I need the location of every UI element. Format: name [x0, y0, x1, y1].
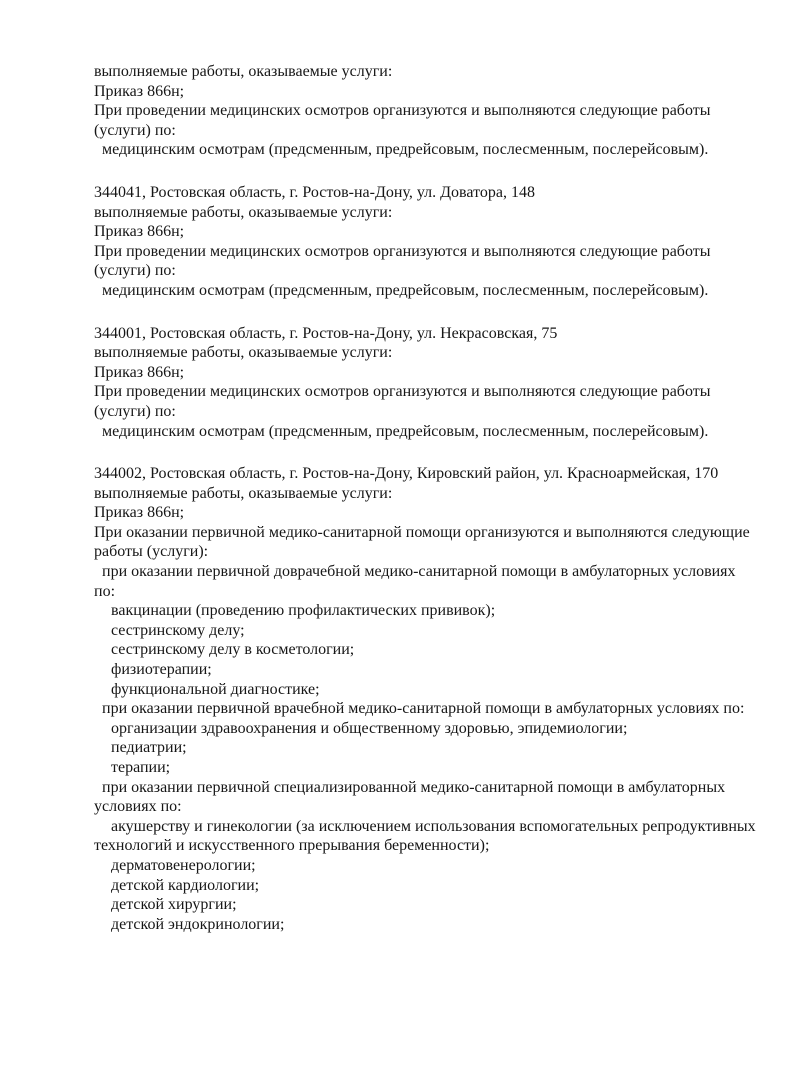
text-line: при оказании первичной специализированной медико-санитарной помощи в амбулаторных — [102, 778, 726, 796]
license-works-block-344041 — [94, 183, 774, 301]
text-line: работы (услуги): — [94, 543, 209, 561]
text-line: (услуги) по: — [94, 121, 176, 139]
text-line: выполняемые работы, оказываемые услуги: — [94, 63, 393, 80]
text-line: терапии; — [111, 759, 171, 776]
text-line: педиатрии; — [111, 739, 187, 757]
text-line: (услуги) по: — [94, 402, 176, 420]
text-line: условиях по: — [94, 798, 182, 816]
text-line: При оказании первичной медико-санитарной помощи организуются и выполняются следующие — [94, 523, 750, 541]
license-works-block-intro — [94, 62, 774, 160]
text-line: Приказ 866н; — [94, 363, 185, 381]
text-line: детской хирургии; — [111, 896, 237, 914]
text-line: акушерству и гинекологии (за исключением использования вспомогательных репродуктивных — [111, 817, 756, 835]
text-line: (услуги) по: — [94, 262, 176, 280]
text-line: медицинским осмотрам (предсменным, предрейсовым, послесменным, послерейсовым). — [102, 141, 709, 159]
text-line: при оказании первичной врачебной медико-санитарной помощи в амбулаторных условиях по: — [102, 700, 745, 718]
text-line: при оказании первичной доврачебной медико-санитарной помощи в амбулаторных условиях — [102, 563, 736, 581]
text-line: дерматовенерологии; — [111, 856, 256, 874]
text-line: детской кардиологии; — [111, 876, 260, 894]
text-line: функциональной диагностике; — [111, 680, 320, 698]
text-line: сестринскому делу; — [111, 621, 245, 639]
text-line: организации здравоохранения и общественному здоровью, эпидемиологии; — [111, 719, 628, 737]
text-line: физиотерапии; — [111, 661, 212, 679]
text-line: Приказ 866н; — [94, 223, 185, 241]
text-line: 344002, Ростовская область, г. Ростов-на-Дону, Кировский район, ул. Красноармейская, 170 — [94, 465, 719, 483]
text-line: детской эндокринологии; — [111, 915, 285, 933]
text-line: выполняемые работы, оказываемые услуги: — [94, 203, 393, 221]
license-works-block-344001 — [94, 324, 774, 442]
text-line: выполняемые работы, оказываемые услуги: — [94, 344, 393, 362]
text-line: медицинским осмотрам (предсменным, предрейсовым, послесменным, послерейсовым). — [102, 281, 709, 299]
license-works-block-344002 — [94, 464, 774, 934]
text-line: 344041, Ростовская область, г. Ростов-на-Дону, ул. Доватора, 148 — [94, 183, 535, 201]
text-line: по: — [94, 582, 116, 600]
text-line: технологий и искусственного прерывания беременности); — [94, 837, 490, 855]
text-line: Приказ 866н; — [94, 82, 185, 100]
text-line: При проведении медицинских осмотров организуются и выполняются следующие работы — [94, 383, 711, 401]
text-line: медицинским осмотрам (предсменным, предрейсовым, послесменным, послерейсовым). — [102, 422, 709, 440]
text-line: выполняемые работы, оказываемые услуги: — [94, 484, 393, 502]
text-line: сестринскому делу в косметологии; — [111, 641, 355, 659]
text-line: Приказ 866н; — [94, 504, 185, 522]
text-line: 344001, Ростовская область, г. Ростов-на-Дону, ул. Некрасовская, 75 — [94, 324, 558, 342]
document-content — [94, 62, 774, 934]
text-line: При проведении медицинских осмотров организуются и выполняются следующие работы — [94, 242, 711, 260]
text-line: вакцинации (проведению профилактических прививок); — [111, 602, 496, 620]
text-line: При проведении медицинских осмотров организуются и выполняются следующие работы — [94, 102, 711, 120]
